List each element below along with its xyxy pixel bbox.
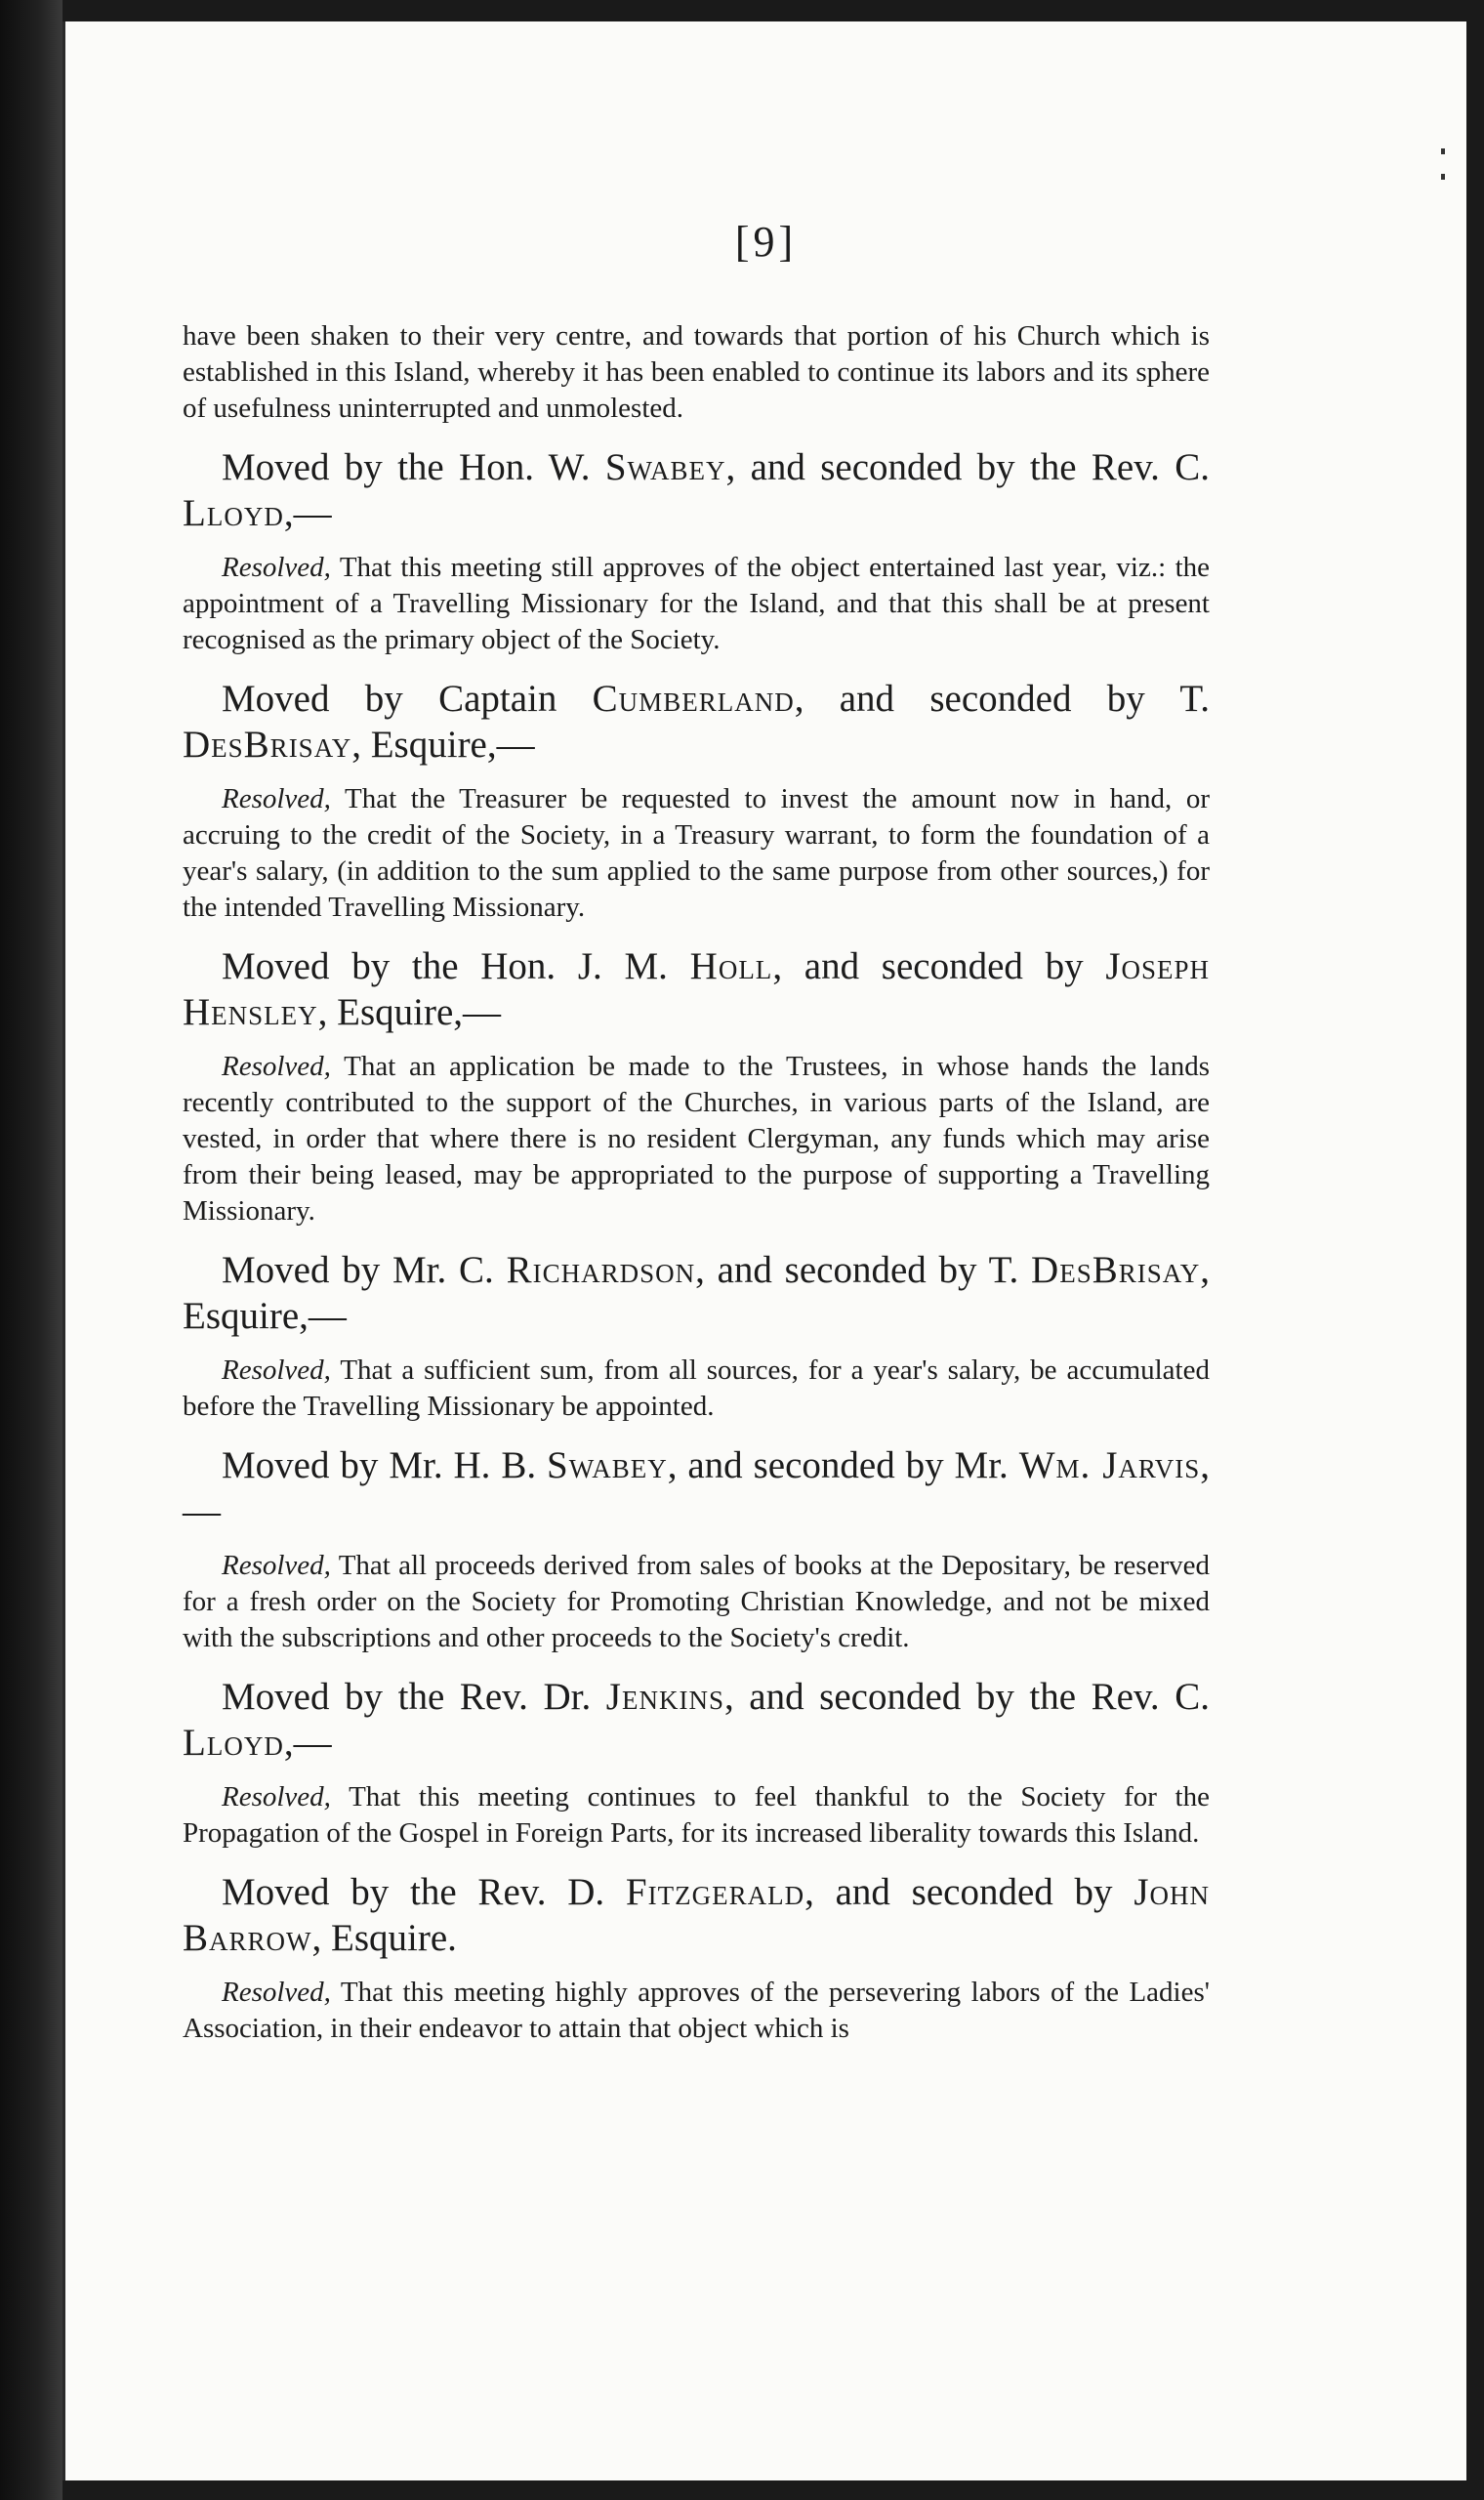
resolution-body: That all proceeds derived from sales of books at the Depositary, be reserved for a fresh order on the Society for Promoting Christian Knowledge, and not be mixed with the subscriptions and other proceeds to the Society's credit.	[183, 1550, 1210, 1653]
mover-name: Jenkins	[605, 1676, 724, 1718]
resolution-text	[183, 1975, 1210, 2047]
resolution-body: That this meeting continues to feel thankful to the Society for the Propagation of the Gospel in Foreign Parts, for its increased liberality towards this Island.	[183, 1781, 1210, 1849]
mover-name: Richardson	[506, 1249, 696, 1291]
motion-heading	[183, 676, 1210, 768]
page-number: [9]	[734, 218, 798, 266]
resolution-text	[183, 1779, 1210, 1852]
seconder-name: Lloyd	[183, 492, 284, 534]
resolved-word: Resolved,	[222, 783, 331, 814]
resolved-word: Resolved,	[222, 1977, 331, 2008]
seconder-name: Lloyd	[183, 1722, 284, 1764]
motion-suffix: , Esquire.	[311, 1917, 457, 1959]
seconder-name: DesBrisay	[1031, 1249, 1201, 1291]
mover-name: Swabey	[547, 1444, 668, 1486]
resolved-word: Resolved,	[222, 1781, 331, 1812]
motion-suffix: ,—	[283, 492, 332, 534]
resolution-body: That this meeting still approves of the object entertained last year, viz.: the appointment of a Travelling Missionary for the Island, and that this shall be at present recognised as the primary object of the Society.	[183, 552, 1210, 655]
opening-paragraph: have been shaken to their very centre, and towards that portion of his Church which is established in this Island, whereby it has been enabled to continue its labors and its sphere of usefulness uninterrupted and unmolested.	[183, 320, 1210, 424]
margin-mark	[1441, 174, 1445, 180]
document-page	[62, 21, 1466, 2480]
mover-name: Cumberland	[592, 678, 795, 720]
resolution-text	[183, 781, 1210, 926]
margin-marks	[1441, 148, 1445, 207]
mover-prefix: Moved by the Rev. D.	[222, 1871, 605, 1913]
resolution-body: That a sufficient sum, from all sources, for a year's salary, be accumulated before the Travelling Missionary be appointed.	[183, 1354, 1210, 1422]
motion-heading	[183, 943, 1210, 1035]
motion-connector: , and seconded by the Rev. C.	[725, 446, 1210, 488]
seconder-name: John Barrow	[183, 1871, 1210, 1959]
mover-prefix: Moved by Mr. H. B.	[222, 1444, 537, 1486]
motion-suffix: , Esquire,—	[183, 1249, 1211, 1337]
motion-connector: , and seconded by the Rev. C.	[723, 1676, 1210, 1718]
resolution-text	[183, 1049, 1210, 1229]
motion-heading	[183, 1869, 1210, 1961]
resolution-body: That the Treasurer be requested to invest the amount now in hand, or accruing to the credit of the Society, in a Treasury warrant, to form the foundation of a year's salary, (in addition to the sum applied to the same purpose from other sources,) for the intended Travelling Missionary.	[183, 783, 1211, 923]
motion-suffix: ,—	[283, 1722, 332, 1764]
mover-prefix: Moved by Mr. C.	[222, 1249, 494, 1291]
motion-connector: , and seconded by	[772, 945, 1084, 987]
resolution-text	[183, 1353, 1210, 1425]
motion-connector: , and seconded by Mr.	[667, 1444, 1009, 1486]
motion-connector: , and seconded by	[804, 1871, 1113, 1913]
motion-connector: , and seconded by T.	[794, 678, 1210, 720]
resolved-word: Resolved,	[222, 552, 331, 583]
mover-prefix: Moved by the Rev. Dr.	[222, 1676, 592, 1718]
resolution-body: That this meeting highly approves of the persevering labors of the Ladies' Association, in their endeavor to attain that object which is	[183, 1977, 1210, 2044]
motion-connector: , and seconded by T.	[695, 1249, 1019, 1291]
mover-name: Fitzgerald	[625, 1871, 805, 1913]
scan-left-edge	[0, 0, 62, 2500]
resolution-text	[183, 1548, 1210, 1656]
motion-suffix: , Esquire,—	[351, 724, 535, 766]
motion-suffix: , Esquire,—	[317, 991, 502, 1033]
resolved-word: Resolved,	[222, 1550, 331, 1581]
motion-heading	[183, 1247, 1210, 1339]
motion-heading	[183, 1674, 1210, 1766]
resolution-text	[183, 550, 1210, 658]
seconder-name: DesBrisay	[183, 724, 352, 766]
mover-prefix: Moved by Captain	[222, 678, 557, 720]
resolution-body: That an application be made to the Trustees, in whose hands the lands recently contributed to the support of the Churches, in various parts of the Island, are vested, in order that where there is no resident Clergyman, any funds which may arise from their being leased, may be appropriated to the purpose of supporting a Travelling Missionary.	[183, 1051, 1210, 1227]
motion-heading	[183, 444, 1210, 536]
margin-mark	[1441, 148, 1445, 154]
mover-prefix: Moved by the Hon. J. M.	[222, 945, 668, 987]
motion-heading	[183, 1442, 1210, 1534]
mover-prefix: Moved by the Hon. W.	[222, 446, 591, 488]
seconder-name: Wm. Jarvis	[1018, 1444, 1201, 1486]
mover-name: Holl	[689, 945, 773, 987]
resolved-word: Resolved,	[222, 1051, 331, 1082]
motion-suffix: ,—	[183, 1444, 1210, 1532]
mover-name: Swabey	[604, 446, 726, 488]
resolved-word: Resolved,	[222, 1354, 331, 1386]
page-content	[183, 197, 1210, 2055]
seconder-name: Joseph Hensley	[183, 945, 1211, 1033]
